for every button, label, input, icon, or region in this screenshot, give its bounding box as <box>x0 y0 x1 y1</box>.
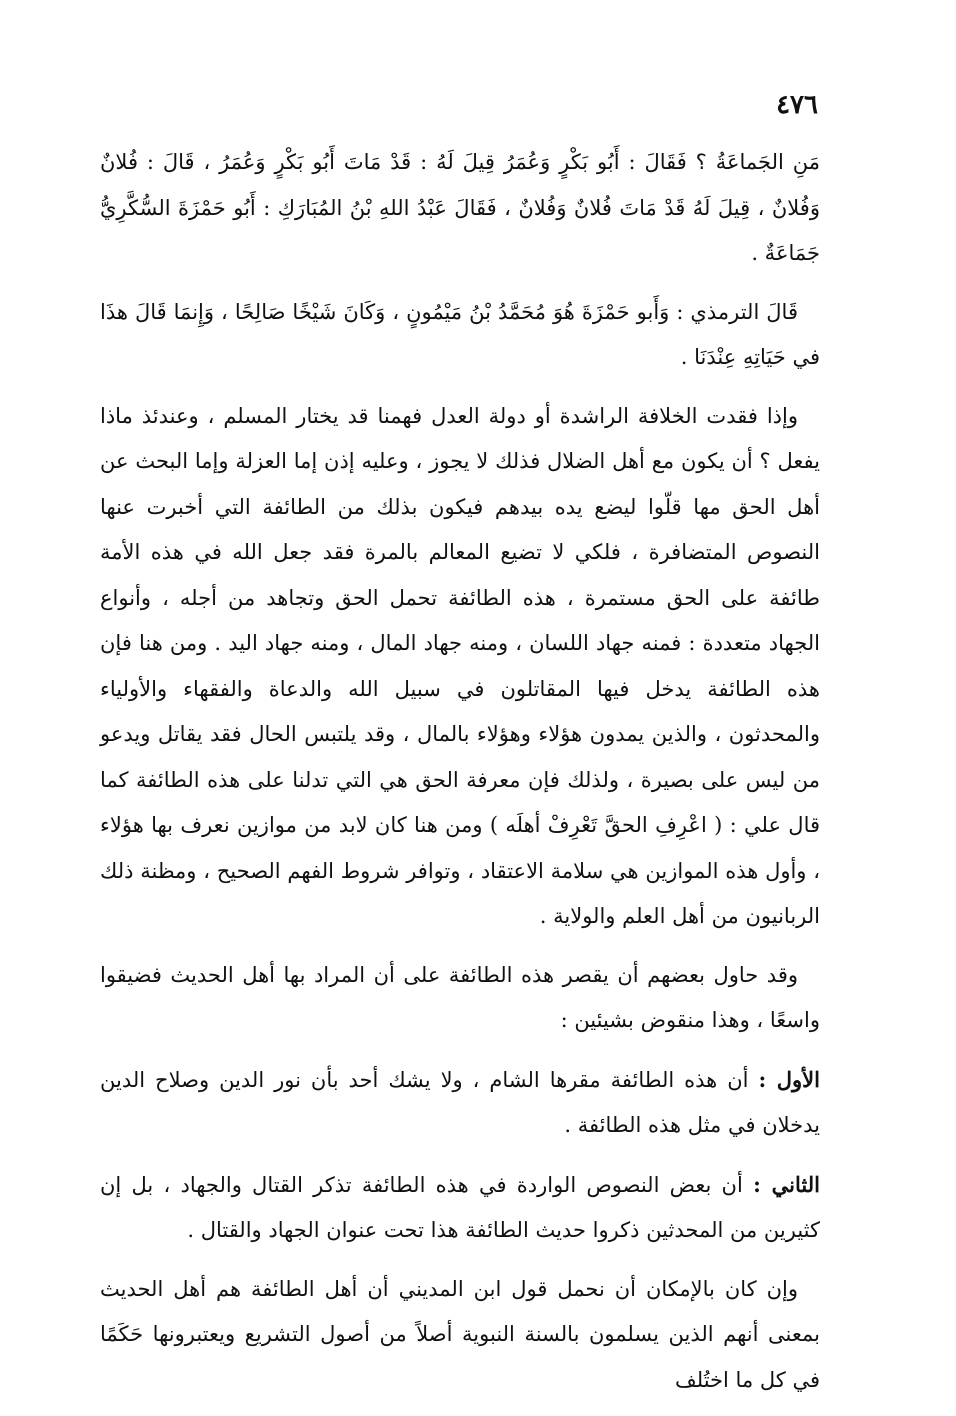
paragraph-5-lead: الأول : <box>758 1066 820 1092</box>
paragraph-4: وقد حاول بعضهم أن يقصر هذه الطائفة على أن المراد بها أهل الحديث فضيقوا واسعًا ، وهذا منقوض بشيئين : <box>100 962 820 1032</box>
page-body <box>100 140 820 1416</box>
page-number: ٤٧٦ <box>776 90 818 120</box>
paragraph-6-lead: الثاني : <box>753 1171 820 1197</box>
paragraph-2: قَالَ الترمذي : وَأَبو حَمْزَةَ هُوَ مُحَمَّدُ بْنُ مَيْمُونٍ ، وَكَانَ شَيْخًا صَالِحًا ، وَإِنمَا قَالَ هذَا في حَيَاتِهِ عِنْدَنَا . <box>100 299 820 369</box>
paragraph-1: مَنِ الجَماعَةُ ؟ فَقَالَ : أَبُو بَكْرٍ وَعُمَرُ قِيلَ لَهُ : قَدْ مَاتَ أَبُو بَكْرٍ وَعُمَرُ ، قَالَ : فُلانٌ وَفُلانٌ ، قِيلَ لَهُ قَدْ مَاتَ فُلانٌ وَفُلانٌ ، فَقَالَ عَبْدُ اللهِ بْنُ المُبَارَكِ : أَبُو حَمْزَةَ السُّكَّرِيُّ جَمَاعَةٌ . <box>100 150 820 265</box>
paragraph-3: وإذا فقدت الخلافة الراشدة أو دولة العدل فهمنا قد يختار المسلم ، وعندئذ ماذا يفعل ؟ أن يكون مع أهل الضلال فذلك لا يجوز ، وعليه إذن إما العزلة وإما البحث عن أهل الحق مها قلّوا ليضع يده بيدهم فيكون بذلك من الطائفة التي أخبرت عنها النصوص المتضافرة ، فلكي لا تضيع المعالم بالمرة فقد جعل الله في هذه الأمة طائفة على الحق مستمرة ، هذه الطائفة تحمل الحق وتجاهد من أجله ، وأنواع الجهاد متعددة : فمنه جهاد اللسان ، ومنه جهاد المال ، ومنه جهاد اليد . ومن هنا فإن هذه الطائفة يدخل فيها المقاتلون في سبيل الله والدعاة والفقهاء والأولياء والمحدثون ، والذين يمدون هؤلاء وهؤلاء بالمال ، وقد يلتبس الحال فقد يقاتل ويدعو من ليس على بصيرة ، ولذلك فإن معرفة الحق هي التي تدلنا على هذه الطائفة كما قال علي : ( اعْرِفِ الحقَّ تَعْرِفْ أهلَه ) ومن هنا كان لابد من موازين نعرف بها هؤلاء ، وأول هذه الموازين هي سلامة الاعتقاد ، وتوافر شروط الفهم الصحيح ، ومظنة ذلك الربانيون من أهل العلم والولاية . <box>100 403 820 928</box>
paragraph-5-text: أن هذه الطائفة مقرها الشام ، ولا يشك أحد بأن نور الدين وصلاح الدين يدخلان في مثل هذه الطائفة . <box>100 1067 820 1137</box>
paragraph-5 <box>100 1057 820 1149</box>
paragraph-6 <box>100 1162 820 1254</box>
paragraph-6-text: أن بعض النصوص الواردة في هذه الطائفة تذكر القتال والجهاد ، بل إن كثيرين من المحدثين ذكروا حديث الطائفة هذا تحت عنوان الجهاد والقتال . <box>100 1172 820 1242</box>
paragraph-7: وإن كان بالإمكان أن نحمل قول ابن المديني أن أهل الطائفة هم أهل الحديث بمعنى أنهم الذين يسلمون بالسنة النبوية أصلاً من أصول التشريع ويعتبرونها حَكَمًا في كل ما اختُلف <box>100 1276 820 1392</box>
